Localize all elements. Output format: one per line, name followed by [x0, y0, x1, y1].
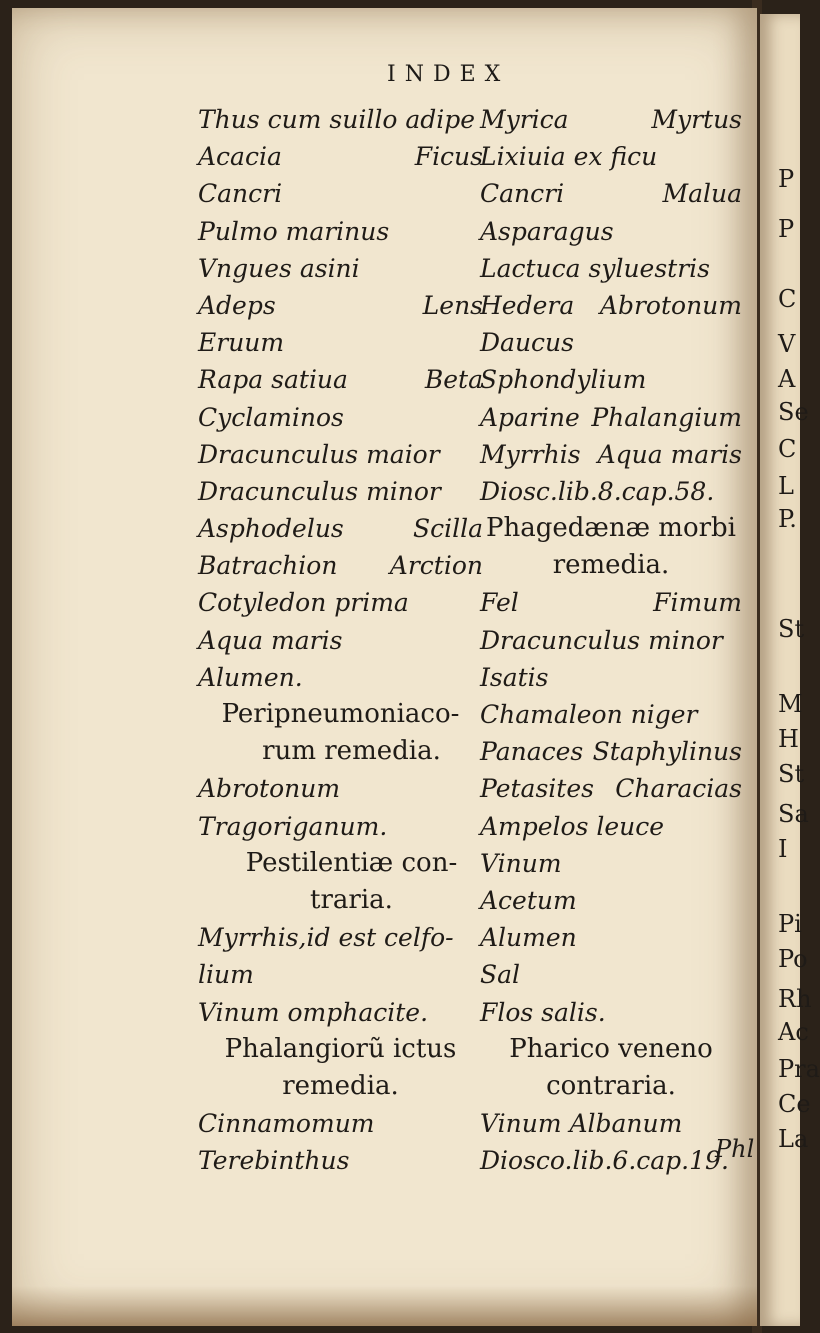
facing-page-fragment: L: [778, 472, 794, 500]
index-entry: [198, 659, 483, 696]
index-entry-term-secondary: Lens: [422, 290, 483, 320]
index-entry-term-secondary: Abrotonum: [599, 290, 742, 320]
index-entry-term: Eruum: [198, 328, 285, 358]
index-entry-term: lium: [198, 960, 254, 990]
index-entry: [480, 733, 742, 770]
index-entry: [198, 956, 483, 993]
index-entry: [198, 175, 483, 212]
section-heading: [480, 1031, 742, 1068]
index-entry-term: Rapa satiua: [198, 365, 348, 395]
index-entry-term: Acacia: [198, 142, 282, 172]
index-entry-term-secondary: Staphylinus: [592, 737, 742, 767]
facing-page-fragment: C: [778, 435, 797, 463]
index-entry: [480, 882, 742, 919]
index-entry-term: Cinnamomum: [198, 1109, 375, 1139]
index-entry: [198, 622, 483, 659]
section-heading: [198, 1068, 483, 1105]
index-entry-term: Panaces: [480, 737, 584, 767]
index-entry: [480, 659, 742, 696]
index-entry: [198, 994, 483, 1031]
index-entry: [480, 175, 742, 212]
facing-page-fragment: Pi: [778, 910, 802, 938]
section-heading: [480, 547, 742, 584]
index-entry: [198, 399, 483, 436]
index-column-right: [480, 101, 742, 1179]
index-entry: [480, 138, 742, 175]
index-entry-term: Myrrhis: [480, 439, 581, 469]
index-entry-term: Cotyledon prima: [198, 588, 409, 618]
index-entry-term-secondary: Arction: [389, 551, 483, 581]
index-entry-term: Chamaleon niger: [480, 700, 698, 729]
section-heading-text: remedia.: [552, 550, 670, 581]
index-entry: [480, 1105, 742, 1142]
section-heading: [480, 1068, 742, 1105]
index-entry-term: Dracunculus maior: [198, 439, 440, 469]
index-entry: [480, 250, 742, 287]
catchword: Phl: [715, 1135, 755, 1163]
facing-page-fragment: P: [778, 165, 795, 193]
index-entry-term-secondary: Characias: [615, 774, 742, 804]
index-entry-term: Adeps: [198, 290, 276, 320]
index-entry-term: Aqua maris: [198, 625, 343, 655]
index-entry-term: Flos salis.: [480, 997, 606, 1027]
index-entry: [198, 138, 483, 175]
section-heading-text: Pestilentiæ con-: [245, 847, 458, 878]
index-entry: [198, 1142, 483, 1179]
facing-page-fragment: A: [778, 365, 796, 393]
facing-page-fragment: Po: [778, 945, 808, 973]
section-heading: [198, 1031, 483, 1068]
section-heading-text: contraria.: [546, 1070, 676, 1101]
index-entry: [480, 324, 742, 361]
index-entry-term: Hedera: [480, 290, 575, 320]
index-entry: [198, 361, 483, 398]
index-entry: [198, 250, 483, 287]
facing-page-fragment: Ac: [778, 1018, 809, 1046]
index-entry-term: Myrica: [480, 105, 569, 134]
index-entry-term-secondary: Beta: [424, 365, 483, 395]
index-entry: [480, 584, 742, 621]
index-entry: [480, 994, 742, 1031]
index-entry-term: Batrachion: [198, 551, 338, 581]
index-entry-term-secondary: Ficus: [414, 142, 483, 172]
index-entry-term: Lixiuia ex ficu: [480, 142, 658, 172]
index-entry: [198, 584, 483, 621]
index-entry-term: Terebinthus: [198, 1146, 350, 1176]
index-entry: [480, 101, 742, 138]
index-entry: [480, 622, 742, 659]
index-entry-term: Asphodelus: [198, 514, 344, 544]
index-entry-term: Petasites: [480, 774, 594, 804]
index-entry-term: Myrrhis,id est celfo-: [198, 923, 454, 953]
index-entry-term: Sphondylium: [480, 365, 647, 395]
section-heading: [198, 845, 483, 882]
index-entry-term: Alumen: [480, 923, 577, 953]
facing-page-fragment: St: [778, 615, 805, 643]
facing-page-fragment: Se: [778, 398, 809, 426]
index-entry-term: Vinum: [480, 848, 562, 878]
index-entry: [198, 436, 483, 473]
section-heading-text: Phalangiorũ ictus: [224, 1033, 457, 1064]
index-entry-term: Lactuca syluestris: [480, 253, 711, 283]
index-entry: [480, 919, 742, 956]
index-entry: [198, 808, 483, 845]
index-entry-term: Cancri: [198, 179, 283, 209]
facing-page-fragment: H: [778, 725, 799, 753]
index-entry-term: Diosc.lib.8.cap.58.: [480, 476, 715, 506]
facing-page-fragment: La: [778, 1125, 809, 1153]
index-entry-term: Dracunculus minor: [480, 625, 723, 655]
facing-page-fragment: P: [778, 215, 795, 243]
index-entry: [198, 919, 483, 956]
index-entry-term-secondary: Phalangium: [591, 402, 742, 432]
facing-page-fragment: Ce: [778, 1090, 811, 1118]
facing-page-fragment: I: [778, 835, 788, 863]
index-entry: [480, 473, 742, 510]
index-entry: [198, 473, 483, 510]
index-entry: [480, 436, 742, 473]
index-entry: [198, 510, 483, 547]
section-heading: [198, 882, 483, 919]
index-entry-term: Tragoriganum.: [198, 811, 388, 841]
index-entry: [480, 399, 742, 436]
section-heading: [198, 733, 483, 770]
page-header: INDEX: [387, 62, 510, 87]
index-entry-term: Cyclaminos: [198, 402, 344, 432]
index-entry-term: Vinum omphacite.: [198, 997, 429, 1027]
index-entry: [480, 361, 742, 398]
facing-page-fragment: M: [778, 690, 803, 718]
index-entry: [480, 770, 742, 807]
section-heading-text: Pharico veneno: [509, 1033, 713, 1064]
index-entry: [198, 770, 483, 807]
index-entry-term: Vinum Albanum: [480, 1109, 683, 1139]
section-heading-text: Peripneumoniaco-: [221, 699, 460, 729]
index-entry: [480, 1142, 742, 1179]
index-entry-term: Diosco.lib.6.cap.19.: [480, 1146, 729, 1176]
index-entry-term-secondary: Scilla: [412, 514, 483, 544]
index-entry: [480, 696, 742, 733]
index-entry-term: Pulmo marinus: [198, 216, 390, 246]
facing-page-fragment: Pra: [778, 1055, 820, 1083]
index-entry-term: Aparine: [480, 402, 580, 432]
facing-page-edge: [760, 14, 820, 1326]
section-heading-text: remedia.: [282, 1070, 399, 1101]
index-entry: [198, 213, 483, 250]
index-entry-term: Asparagus: [480, 216, 614, 246]
index-entry-term: Acetum: [480, 885, 577, 915]
index-entry-term-secondary: Malua: [662, 179, 742, 209]
facing-page-fragment: Rh: [778, 985, 812, 1013]
facing-page-fragment: C: [778, 285, 797, 313]
facing-page-fragment: P.: [778, 505, 797, 533]
index-entry: [198, 324, 483, 361]
section-heading-text: traria.: [310, 884, 393, 915]
index-entry-term-secondary: Fimum: [653, 588, 742, 618]
index-entry: [480, 808, 742, 845]
index-entry-term: Cancri: [480, 179, 565, 209]
index-column-left: [198, 101, 483, 1179]
facing-page-fragment: St: [778, 760, 805, 788]
section-heading-text: rum remedia.: [262, 736, 441, 767]
index-entry: [198, 101, 483, 138]
index-entry-term: Isatis: [480, 662, 549, 692]
index-entry-term: Sal: [480, 960, 521, 990]
index-entry: [480, 213, 742, 250]
index-entry: [198, 1105, 483, 1142]
index-entry: [480, 287, 742, 324]
index-entry-term: Dracunculus minor: [198, 476, 441, 506]
index-entry-term: Abrotonum: [198, 774, 341, 804]
index-entry-term: Thus cum suillo adipe: [198, 105, 476, 134]
index-entry-term: Alumen.: [198, 662, 303, 692]
section-heading: [480, 510, 742, 547]
index-entry-term-secondary: Aqua maris: [597, 439, 742, 469]
facing-page-fragment: V: [778, 330, 796, 358]
index-entry-term: Fel: [480, 588, 519, 618]
index-entry: [198, 547, 483, 584]
index-entry-term: Vngues asini: [198, 253, 360, 283]
index-entry-term-secondary: Myrtus: [651, 105, 742, 134]
facing-page-fragment: Sa: [778, 800, 809, 828]
index-entry-term: Daucus: [480, 328, 574, 358]
index-entry: [480, 956, 742, 993]
index-entry-term: Ampelos leuce: [480, 811, 665, 841]
index-entry: [480, 845, 742, 882]
section-heading: [198, 696, 483, 733]
section-heading-text: Phagedænæ morbi: [486, 513, 736, 544]
index-entry: [198, 287, 483, 324]
